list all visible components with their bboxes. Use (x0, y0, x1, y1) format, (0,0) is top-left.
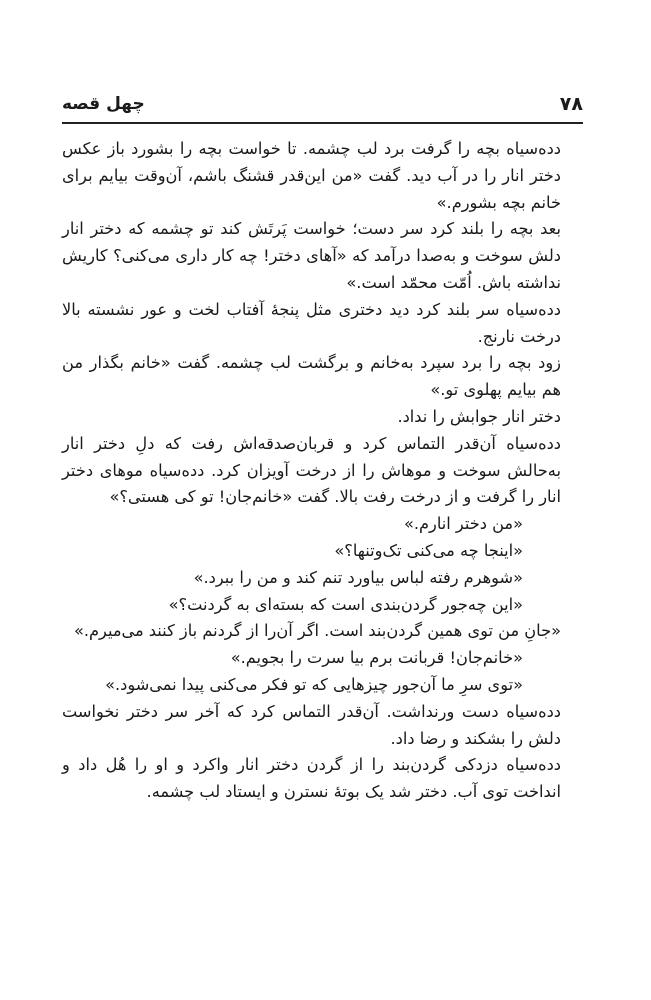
paragraph: «خانم‌جان! قربانت برم بیا سرت را بجویم.» (230, 648, 523, 668)
paragraph: دده‌سیاه سر بلند کرد دید دختری مثل پنجهٔ آفتاب لخت و عور نشسته بالا درخت نارنج. (62, 299, 561, 346)
paragraph: «من دختر انارم.» (403, 514, 523, 534)
page-header (62, 92, 583, 118)
paragraph: «اینجا چه می‌کنی تک‌وتنها؟» (334, 540, 523, 560)
paragraph: دده‌سیاه دزدکی گردن‌بند را از گردن دختر انار واکرد و او را هُل داد و انداخت توی آب. دختر شد یک بوتهٔ نسترن و ایستاد لب چشمه. (62, 755, 561, 802)
paragraph: بعد بچه را بلند کرد سر دست؛ خواست پَرتَش کند تو چشمه که دختر انار دلش سوخت و به‌صدا درآمد که «آهای دختر! چه کار داری می‌کنی؟ کاریش نداشته باش. اُمّت محمّد است.» (62, 219, 561, 292)
paragraph: دختر انار جوابش را نداد. (397, 406, 561, 426)
paragraph: دده‌سیاه آن‌قدر التماس کرد و قربان‌صدقه‌اش رفت که دلِ دختر انار به‌حالش سوخت و موهاش را از درخت آویزان کرد. دده‌سیاه موهای دختر انار را گرفت و از درخت رفت بالا. گفت «خانم‌جان! تو کی هستی؟» (62, 433, 561, 507)
page-number: ۷۸ (559, 93, 583, 115)
paragraph: «شوهرم رفته لباس بیاورد تنم کند و من را ببرد.» (193, 567, 523, 587)
header-rule (62, 122, 583, 124)
paragraph: دده‌سیاه دست ورنداشت. آن‌قدر التماس کرد که آخر سر دختر نخواست دلش را بشکند و رضا داد. (62, 701, 561, 748)
paragraph: دده‌سیاه بچه را گرفت برد لب چشمه. تا خواست بچه را بشورد باز عکس دختر انار را در آب دید. گفت «من این‌قدر قشنگ باشم، آن‌وقت بیایم برای خانم بچه بشورم.» (62, 139, 561, 212)
paragraph: زود بچه را برد سپرد به‌خانم و برگشت لب چشمه. گفت «خانم بگذار من هم بیایم پهلوی تو.» (62, 353, 561, 400)
story-body (62, 136, 583, 806)
paragraph: «توی سرِ ما آن‌جور چیزهایی که تو فکر می‌کنی پیدا نمی‌شود.» (105, 674, 523, 694)
paragraph: «جانِ من توی همین گردن‌بند است. اگر آن‌را از گردنم باز کنند می‌میرم.» (73, 621, 561, 641)
running-title: چهل قصه (62, 94, 145, 114)
paragraph: «این چه‌جور گردن‌بندی است که بسته‌ای به گردنت؟» (168, 594, 523, 614)
